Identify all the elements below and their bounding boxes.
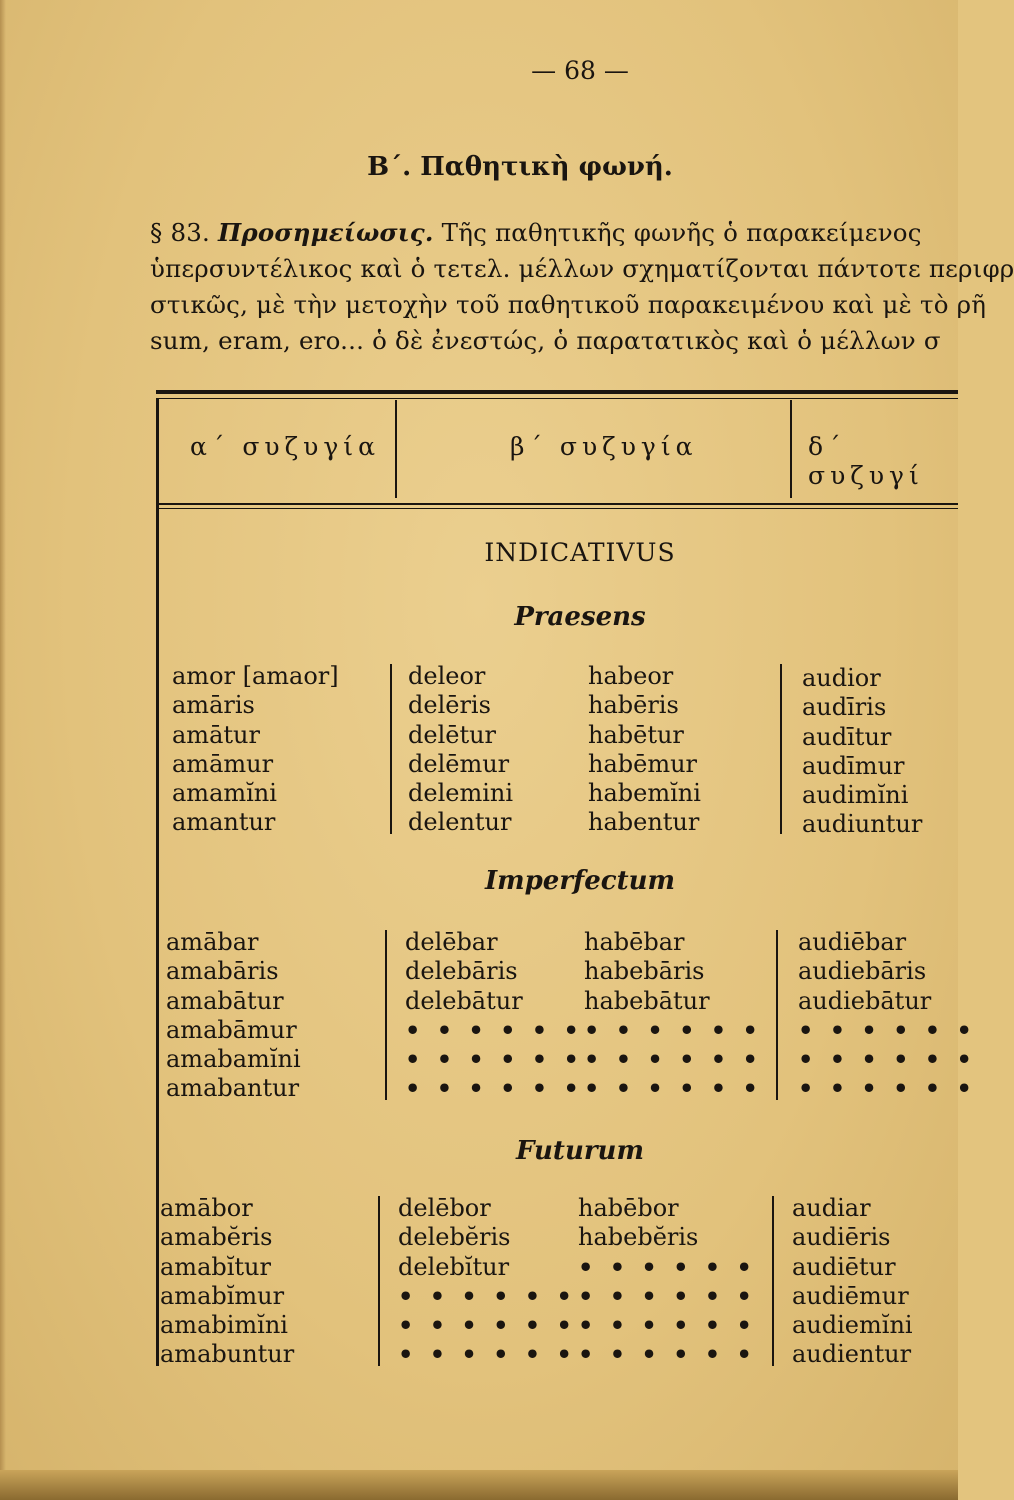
list-item: • • • • • • xyxy=(578,1340,756,1370)
imperfectum-divider-1 xyxy=(385,930,387,1100)
list-item: delebĕris xyxy=(398,1223,511,1252)
paragraph-line-1-text: Τῆς παθητικῆς φωνῆς ὁ παρακείμενος xyxy=(441,218,922,247)
list-item: delēbor xyxy=(398,1194,491,1222)
imperfectum-column-3 xyxy=(584,928,762,1104)
list-item: delēmur xyxy=(408,749,510,778)
page-bottom-edge xyxy=(0,1470,958,1500)
list-item: amāmur xyxy=(172,749,274,778)
praesens-column-2 xyxy=(408,662,513,838)
praesens-column-4 xyxy=(802,664,922,840)
table-left-border xyxy=(156,398,159,1366)
table-top-rule-thin xyxy=(156,398,958,399)
list-item: audiemĭni xyxy=(792,1311,913,1340)
futurum-divider-2 xyxy=(772,1196,774,1366)
list-item: • • • • • • xyxy=(578,1252,756,1282)
list-item: • • • • • • xyxy=(584,1015,762,1045)
praesens-column-1 xyxy=(172,662,339,838)
paragraph-heading: Προσημείωσις. xyxy=(218,218,434,247)
table-header-rule xyxy=(156,503,958,505)
list-item: habēris xyxy=(588,691,679,720)
list-item: audiēmur xyxy=(792,1281,909,1310)
list-item: amabĕris xyxy=(160,1223,273,1252)
list-item: amāris xyxy=(172,691,255,720)
list-item: delebĭtur xyxy=(398,1252,510,1281)
list-item: delebātur xyxy=(405,986,523,1015)
list-item: habemĭni xyxy=(588,779,701,808)
praesens-divider-2 xyxy=(780,664,782,834)
list-item: amabāris xyxy=(166,957,279,986)
tense-heading-praesens: Praesens xyxy=(514,602,646,632)
table-top-rule xyxy=(156,390,958,394)
list-item: habeor xyxy=(588,662,674,690)
list-item: • • • • • • xyxy=(405,1074,583,1104)
list-item: • • • • • • xyxy=(584,1074,762,1104)
list-item: amābar xyxy=(166,928,259,956)
list-item: amor [amaor] xyxy=(172,662,339,690)
list-item: • • • • • • xyxy=(405,1045,583,1075)
list-item: habentur xyxy=(588,808,700,837)
list-item: • • • • • • xyxy=(398,1281,576,1311)
list-item: audimĭni xyxy=(802,781,909,810)
imperfectum-divider-2 xyxy=(776,930,778,1100)
list-item: amantur xyxy=(172,808,276,837)
list-item: amabimĭni xyxy=(160,1311,288,1340)
futurum-column-4 xyxy=(792,1194,913,1370)
list-item: • • • • • • xyxy=(398,1311,576,1341)
tense-heading-imperfectum: Imperfectum xyxy=(484,866,676,896)
list-item: habebāris xyxy=(584,957,705,986)
column-header-2: β΄ συζυγία xyxy=(510,432,698,461)
column-header-3: δ΄ συζυγί xyxy=(808,432,924,490)
list-item: amabāmur xyxy=(166,1015,297,1044)
list-item: amabātur xyxy=(166,986,284,1015)
column-header-1: α΄ συζυγία xyxy=(190,432,380,461)
list-item: • • • • • • xyxy=(398,1340,576,1370)
imperfectum-column-1 xyxy=(166,928,301,1104)
list-item: • • • • • • xyxy=(578,1281,756,1311)
list-item: amamĭni xyxy=(172,779,277,808)
list-item: deleor xyxy=(408,662,486,690)
list-item: habebĕris xyxy=(578,1223,699,1252)
list-item: habēmur xyxy=(588,749,698,778)
list-item: delentur xyxy=(408,808,512,837)
list-item: • • • • • • xyxy=(798,1015,976,1045)
list-item: audītur xyxy=(802,722,892,751)
imperfectum-column-4 xyxy=(798,928,976,1104)
section-title: Β΄. Παθητικὴ φωνή. xyxy=(367,152,673,182)
list-item: audiēris xyxy=(792,1223,891,1252)
list-item: audior xyxy=(802,664,881,692)
praesens-column-3 xyxy=(588,662,701,838)
list-item: amābor xyxy=(160,1194,253,1222)
page-number: — 68 — xyxy=(531,56,629,85)
tense-heading-futurum: Futurum xyxy=(516,1136,644,1166)
list-item: delemini xyxy=(408,779,514,808)
list-item: audiuntur xyxy=(802,810,923,839)
header-divider-2 xyxy=(790,400,792,498)
list-item: audiēbar xyxy=(798,928,907,956)
list-item: • • • • • • xyxy=(578,1311,756,1341)
paragraph-label: § 83. xyxy=(150,218,211,247)
list-item: audiar xyxy=(792,1194,871,1222)
imperfectum-column-2 xyxy=(405,928,583,1104)
paragraph-line-2: ὑπερσυντέλικος καὶ ὁ τετελ. μέλλων σχηματίζονται πάντοτε περιφρ xyxy=(150,254,1014,283)
list-item: amātur xyxy=(172,720,260,749)
list-item: • • • • • • xyxy=(584,1045,762,1075)
paragraph-line-1 xyxy=(150,218,970,247)
list-item: delēris xyxy=(408,691,491,720)
list-item: audiebāris xyxy=(798,957,927,986)
list-item: amabuntur xyxy=(160,1340,295,1369)
praesens-divider-1 xyxy=(390,664,392,834)
list-item: amabamĭni xyxy=(166,1045,301,1074)
futurum-column-2 xyxy=(398,1194,576,1370)
list-item: audīmur xyxy=(802,751,905,780)
list-item: habētur xyxy=(588,720,684,749)
list-item: audientur xyxy=(792,1340,912,1369)
paragraph-line-3: στικῶς, μὲ τὴν μετοχὴν τοῦ παθητικοῦ παρακειμένου καὶ μὲ τὸ ρῆ xyxy=(150,290,987,319)
page-left-edge xyxy=(0,0,6,1500)
list-item: audīris xyxy=(802,693,887,722)
table-header-rule-thin xyxy=(156,508,958,509)
paragraph-line-4: sum, eram, ero... ὁ δὲ ἐνεστώς, ὁ παρατατικὸς καὶ ὁ μέλλων σ xyxy=(150,326,941,355)
list-item: • • • • • • xyxy=(405,1015,583,1045)
futurum-column-3 xyxy=(578,1194,756,1370)
list-item: habēbar xyxy=(584,928,685,956)
list-item: • • • • • • xyxy=(798,1074,976,1104)
list-item: audiētur xyxy=(792,1252,896,1281)
futurum-column-1 xyxy=(160,1194,294,1370)
header-divider-1 xyxy=(395,400,397,498)
list-item: amabĭmur xyxy=(160,1281,285,1310)
list-item: • • • • • • xyxy=(798,1045,976,1075)
list-item: amabantur xyxy=(166,1074,300,1103)
list-item: amabĭtur xyxy=(160,1252,271,1281)
futurum-divider-1 xyxy=(378,1196,380,1366)
list-item: delebāris xyxy=(405,957,518,986)
mood-heading: INDICATIVUS xyxy=(484,538,676,567)
list-item: audiebātur xyxy=(798,986,932,1015)
list-item: delēbar xyxy=(405,928,498,956)
list-item: habēbor xyxy=(578,1194,679,1222)
list-item: habebātur xyxy=(584,986,710,1015)
list-item: delētur xyxy=(408,720,497,749)
